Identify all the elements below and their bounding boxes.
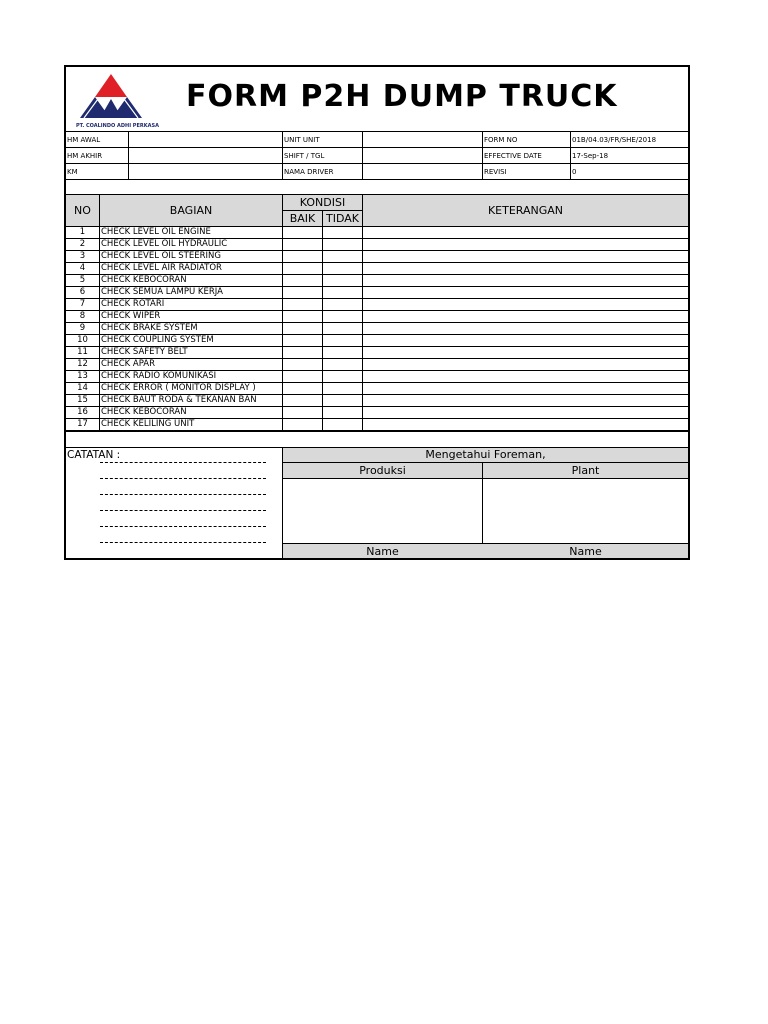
header-bagian: BAGIAN <box>169 204 213 217</box>
row-tidak-cell[interactable] <box>323 335 362 346</box>
label-hm-akhir: HM AKHIR <box>67 152 103 160</box>
row-item: CHECK KEBOCORAN <box>101 275 187 285</box>
row-number: 4 <box>79 263 86 273</box>
label-revisi: REVISI <box>484 168 507 176</box>
logo-mark-icon <box>76 72 146 118</box>
row-number: 11 <box>77 347 88 357</box>
row-number: 17 <box>77 419 88 429</box>
row-baik-cell[interactable] <box>283 251 322 262</box>
row-item: CHECK ERROR ( MONITOR DISPLAY ) <box>101 383 256 393</box>
plant-label: Plant <box>571 464 600 477</box>
row-number: 9 <box>79 323 86 333</box>
label-shift-tgl: SHIFT / TGL <box>284 152 325 160</box>
row-item: CHECK SAFETY BELT <box>101 347 188 357</box>
company-logo <box>76 72 159 129</box>
field-hm-awal[interactable] <box>130 137 280 147</box>
row-baik-cell[interactable] <box>283 287 322 298</box>
row-keterangan-cell[interactable] <box>363 227 688 238</box>
mengetahui-foreman: Mengetahui Foreman, <box>425 448 546 461</box>
value-revisi: 0 <box>572 168 577 176</box>
field-unit[interactable] <box>364 137 480 147</box>
row-keterangan-cell[interactable] <box>363 383 688 394</box>
row-item: CHECK BAUT RODA & TEKANAN BAN <box>101 395 257 405</box>
company-name: PT. COALINDO ADHI PERKASA <box>76 123 159 129</box>
row-number: 13 <box>77 371 88 381</box>
catatan-line-1[interactable] <box>100 462 266 463</box>
catatan-line-6[interactable] <box>100 542 266 543</box>
row-item: CHECK KELILING UNIT <box>101 419 195 429</box>
row-number: 6 <box>79 287 86 297</box>
row-keterangan-cell[interactable] <box>363 371 688 382</box>
row-tidak-cell[interactable] <box>323 359 362 370</box>
field-km[interactable] <box>130 169 280 179</box>
row-number: 8 <box>79 311 86 321</box>
row-number: 15 <box>77 395 88 405</box>
row-tidak-cell[interactable] <box>323 263 362 274</box>
row-baik-cell[interactable] <box>283 371 322 382</box>
signature-plant[interactable] <box>483 479 688 543</box>
catatan-line-4[interactable] <box>100 510 266 511</box>
row-keterangan-cell[interactable] <box>363 395 688 406</box>
field-shift-tgl[interactable] <box>364 153 480 163</box>
label-hm-awal: HM AWAL <box>67 136 101 144</box>
header-baik: BAIK <box>289 212 316 225</box>
row-number: 14 <box>77 383 88 393</box>
row-baik-cell[interactable] <box>283 263 322 274</box>
row-number: 1 <box>79 227 86 237</box>
row-number: 3 <box>79 251 86 261</box>
row-baik-cell[interactable] <box>283 299 322 310</box>
row-baik-cell[interactable] <box>283 323 322 334</box>
row-item: CHECK LEVEL OIL HYDRAULIC <box>101 239 228 249</box>
row-tidak-cell[interactable] <box>323 311 362 322</box>
label-km: KM <box>67 168 78 176</box>
row-tidak-cell[interactable] <box>323 227 362 238</box>
form-title: FORM P2H DUMP TRUCK <box>186 79 618 114</box>
row-keterangan-cell[interactable] <box>363 311 688 322</box>
row-keterangan-cell[interactable] <box>363 275 688 286</box>
row-number: 16 <box>77 407 88 417</box>
row-tidak-cell[interactable] <box>323 407 362 418</box>
row-baik-cell[interactable] <box>283 347 322 358</box>
label-form-no: FORM NO <box>484 136 518 144</box>
row-baik-cell[interactable] <box>283 335 322 346</box>
row-item: CHECK BRAKE SYSTEM <box>101 323 198 333</box>
row-tidak-cell[interactable] <box>323 239 362 250</box>
row-keterangan-cell[interactable] <box>363 335 688 346</box>
row-baik-cell[interactable] <box>283 227 322 238</box>
row-tidak-cell[interactable] <box>323 347 362 358</box>
row-keterangan-cell[interactable] <box>363 239 688 250</box>
field-nama-driver[interactable] <box>364 169 480 179</box>
signature-produksi[interactable] <box>283 479 482 543</box>
row-baik-cell[interactable] <box>283 383 322 394</box>
row-baik-cell[interactable] <box>283 395 322 406</box>
row-item: CHECK RADIO KOMUNIKASI <box>101 371 217 381</box>
value-form-no: 01B/04.03/FR/SHE/2018 <box>572 136 657 144</box>
row-item: CHECK SEMUA LAMPU KERJA <box>101 287 223 297</box>
row-tidak-cell[interactable] <box>323 275 362 286</box>
row-item: CHECK APAR <box>101 359 156 369</box>
label-nama-driver: NAMA DRIVER <box>284 168 334 176</box>
row-keterangan-cell[interactable] <box>363 347 688 358</box>
row-item: CHECK KEBOCORAN <box>101 407 187 417</box>
row-tidak-cell[interactable] <box>323 371 362 382</box>
row-tidak-cell[interactable] <box>323 323 362 334</box>
row-number: 5 <box>79 275 86 285</box>
row-item: CHECK ROTARI <box>101 299 165 309</box>
catatan-line-3[interactable] <box>100 494 266 495</box>
row-item: CHECK COUPLING SYSTEM <box>101 335 214 345</box>
catatan-line-5[interactable] <box>100 526 266 527</box>
label-effective-date: EFFECTIVE DATE <box>484 152 542 160</box>
row-baik-cell[interactable] <box>283 419 322 430</box>
row-tidak-cell[interactable] <box>323 299 362 310</box>
row-keterangan-cell[interactable] <box>363 323 688 334</box>
row-item: CHECK LEVEL AIR RADIATOR <box>101 263 222 273</box>
header-tidak: TIDAK <box>326 212 359 225</box>
row-number: 10 <box>77 335 88 345</box>
p2h-form <box>64 65 690 560</box>
row-tidak-cell[interactable] <box>323 383 362 394</box>
name-produksi: Name <box>366 545 399 558</box>
row-baik-cell[interactable] <box>283 359 322 370</box>
row-keterangan-cell[interactable] <box>363 407 688 418</box>
row-item: CHECK WIPER <box>101 311 161 321</box>
label-unit: UNIT UNIT <box>284 136 320 144</box>
row-tidak-cell[interactable] <box>323 251 362 262</box>
catatan-label: CATATAN : <box>67 449 121 461</box>
row-number: 7 <box>79 299 86 309</box>
row-keterangan-cell[interactable] <box>363 299 688 310</box>
row-item: CHECK LEVEL OIL ENGINE <box>101 227 211 237</box>
row-baik-cell[interactable] <box>283 275 322 286</box>
row-tidak-cell[interactable] <box>323 419 362 430</box>
header-keterangan: KETERANGAN <box>487 204 564 217</box>
row-tidak-cell[interactable] <box>323 395 362 406</box>
row-number: 12 <box>77 359 88 369</box>
header-kondisi: KONDISI <box>299 196 346 209</box>
catatan-line-2[interactable] <box>100 478 266 479</box>
row-keterangan-cell[interactable] <box>363 287 688 298</box>
row-keterangan-cell[interactable] <box>363 263 688 274</box>
row-baik-cell[interactable] <box>283 407 322 418</box>
row-number: 2 <box>79 239 86 249</box>
header-no: NO <box>74 204 91 217</box>
produksi-label: Produksi <box>359 464 406 477</box>
row-item: CHECK LEVEL OIL STEERING <box>101 251 221 261</box>
value-effective-date: 17-Sep-18 <box>572 152 609 160</box>
row-keterangan-cell[interactable] <box>363 419 688 430</box>
field-hm-akhir[interactable] <box>130 153 280 163</box>
row-tidak-cell[interactable] <box>323 287 362 298</box>
row-keterangan-cell[interactable] <box>363 359 688 370</box>
name-plant: Name <box>569 545 602 558</box>
row-baik-cell[interactable] <box>283 311 322 322</box>
row-keterangan-cell[interactable] <box>363 251 688 262</box>
row-baik-cell[interactable] <box>283 239 322 250</box>
